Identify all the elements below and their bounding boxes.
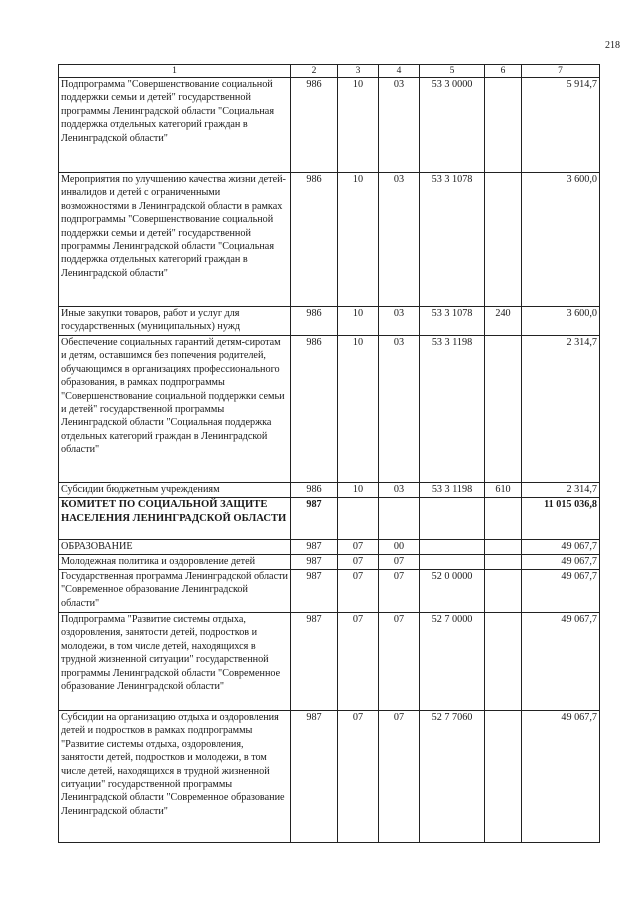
row-name: Подпрограмма "Развитие системы отдыха, оздоровления, занятости детей, подростков и молодежи, в том числе детей, находящихся в трудной жизненной ситуации" государственной программы Ленинградской области "Современное образование Ленинградской области" <box>59 613 291 711</box>
row-code-3: 07 <box>338 555 379 570</box>
row-code-3 <box>338 498 379 540</box>
row-name: Государственная программа Ленинградской области "Современное образование Ленинградской области" <box>59 570 291 613</box>
table-row <box>59 336 600 483</box>
row-code-5: 53 3 1198 <box>420 336 485 483</box>
row-amount: 2 314,7 <box>522 336 600 483</box>
row-code-2: 987 <box>291 540 338 555</box>
row-code-4: 07 <box>379 570 420 613</box>
row-code-6 <box>485 711 522 843</box>
row-code-2: 986 <box>291 78 338 173</box>
row-code-2: 986 <box>291 483 338 498</box>
row-code-5: 53 3 1078 <box>420 307 485 336</box>
row-name: Субсидии на организацию отдыха и оздоровления детей и подростков в рамках подпрограммы "Развитие системы отдыха, оздоровления, занятости детей, подростков и молодежи, в том числе детей, находящихся в трудной жизненной ситуации" государственной программы Ленинградской области "Современное образование Ленинградской области" <box>59 711 291 843</box>
row-code-4: 07 <box>379 613 420 711</box>
row-code-6 <box>485 498 522 540</box>
header-col-4: 4 <box>379 65 420 78</box>
row-name: Молодежная политика и оздоровление детей <box>59 555 291 570</box>
row-code-6 <box>485 570 522 613</box>
row-code-3: 07 <box>338 613 379 711</box>
table-row <box>59 711 600 843</box>
table-row <box>59 307 600 336</box>
row-code-3: 07 <box>338 540 379 555</box>
row-code-4 <box>379 498 420 540</box>
header-col-1: 1 <box>59 65 291 78</box>
row-amount: 11 015 036,8 <box>522 498 600 540</box>
budget-table <box>58 64 600 843</box>
row-code-2: 987 <box>291 555 338 570</box>
row-code-2: 987 <box>291 613 338 711</box>
row-name: Обеспечение социальных гарантий детям-сиротам и детям, оставшимся без попечения родителей, обучающимся в организациях профессионального образования, в рамках подпрограммы "Совершенствование социальной поддержки семьи и детей" государственной программы Ленинградской области "Социальная поддержка отдельных категорий граждан в Ленинградской области" <box>59 336 291 483</box>
row-amount: 49 067,7 <box>522 613 600 711</box>
row-code-4: 07 <box>379 555 420 570</box>
row-code-5: 52 7 7060 <box>420 711 485 843</box>
row-code-5 <box>420 498 485 540</box>
row-code-2: 987 <box>291 570 338 613</box>
table-row <box>59 78 600 173</box>
table-row <box>59 613 600 711</box>
row-name: ОБРАЗОВАНИЕ <box>59 540 291 555</box>
row-code-4: 03 <box>379 173 420 307</box>
row-name: Мероприятия по улучшению качества жизни детей-инвалидов и детей с ограниченными возможностями в Ленинградской области в рамках подпрограммы "Совершенствование социальной поддержки семьи и детей" государственной программы Ленинградской области "Социальная поддержка отдельных категорий граждан в Ленинградской области" <box>59 173 291 307</box>
row-code-5 <box>420 540 485 555</box>
row-code-4: 03 <box>379 336 420 483</box>
table-row <box>59 570 600 613</box>
row-code-6 <box>485 555 522 570</box>
table-row <box>59 540 600 555</box>
row-amount: 49 067,7 <box>522 711 600 843</box>
row-code-5: 53 3 0000 <box>420 78 485 173</box>
row-code-3: 10 <box>338 78 379 173</box>
row-code-6 <box>485 540 522 555</box>
row-amount: 49 067,7 <box>522 570 600 613</box>
header-col-7: 7 <box>522 65 600 78</box>
row-code-5: 52 0 0000 <box>420 570 485 613</box>
row-code-5: 52 7 0000 <box>420 613 485 711</box>
row-code-5: 53 3 1198 <box>420 483 485 498</box>
row-code-4: 03 <box>379 483 420 498</box>
row-name: КОМИТЕТ ПО СОЦИАЛЬНОЙ ЗАЩИТЕ НАСЕЛЕНИЯ ЛЕНИНГРАДСКОЙ ОБЛАСТИ <box>59 498 291 540</box>
row-code-4: 03 <box>379 78 420 173</box>
page-number: 218 <box>605 40 620 51</box>
row-code-3: 10 <box>338 173 379 307</box>
row-code-2: 987 <box>291 498 338 540</box>
table-row <box>59 498 600 540</box>
row-code-6: 610 <box>485 483 522 498</box>
row-amount: 49 067,7 <box>522 555 600 570</box>
row-code-3: 10 <box>338 336 379 483</box>
row-code-2: 986 <box>291 307 338 336</box>
row-name: Подпрограмма "Совершенствование социальной поддержки семьи и детей" государственной программы Ленинградской области "Социальная поддержка отдельных категорий граждан в Ленинградской области" <box>59 78 291 173</box>
row-amount: 3 600,0 <box>522 173 600 307</box>
header-row <box>59 65 600 78</box>
row-code-3: 07 <box>338 711 379 843</box>
row-amount: 49 067,7 <box>522 540 600 555</box>
row-code-5: 53 3 1078 <box>420 173 485 307</box>
row-amount: 3 600,0 <box>522 307 600 336</box>
row-code-3: 10 <box>338 307 379 336</box>
row-code-4: 00 <box>379 540 420 555</box>
row-code-2: 987 <box>291 711 338 843</box>
row-code-3: 10 <box>338 483 379 498</box>
row-code-6 <box>485 613 522 711</box>
header-col-3: 3 <box>338 65 379 78</box>
row-code-6 <box>485 336 522 483</box>
row-code-6: 240 <box>485 307 522 336</box>
row-amount: 5 914,7 <box>522 78 600 173</box>
row-code-6 <box>485 78 522 173</box>
row-code-6 <box>485 173 522 307</box>
row-code-4: 07 <box>379 711 420 843</box>
header-col-5: 5 <box>420 65 485 78</box>
row-code-3: 07 <box>338 570 379 613</box>
row-name: Иные закупки товаров, работ и услуг для государственных (муниципальных) нужд <box>59 307 291 336</box>
row-code-5 <box>420 555 485 570</box>
row-name: Субсидии бюджетным учреждениям <box>59 483 291 498</box>
row-code-4: 03 <box>379 307 420 336</box>
row-code-2: 986 <box>291 173 338 307</box>
table-row <box>59 173 600 307</box>
table-row <box>59 555 600 570</box>
table-row <box>59 483 600 498</box>
row-code-2: 986 <box>291 336 338 483</box>
header-col-2: 2 <box>291 65 338 78</box>
row-amount: 2 314,7 <box>522 483 600 498</box>
header-col-6: 6 <box>485 65 522 78</box>
